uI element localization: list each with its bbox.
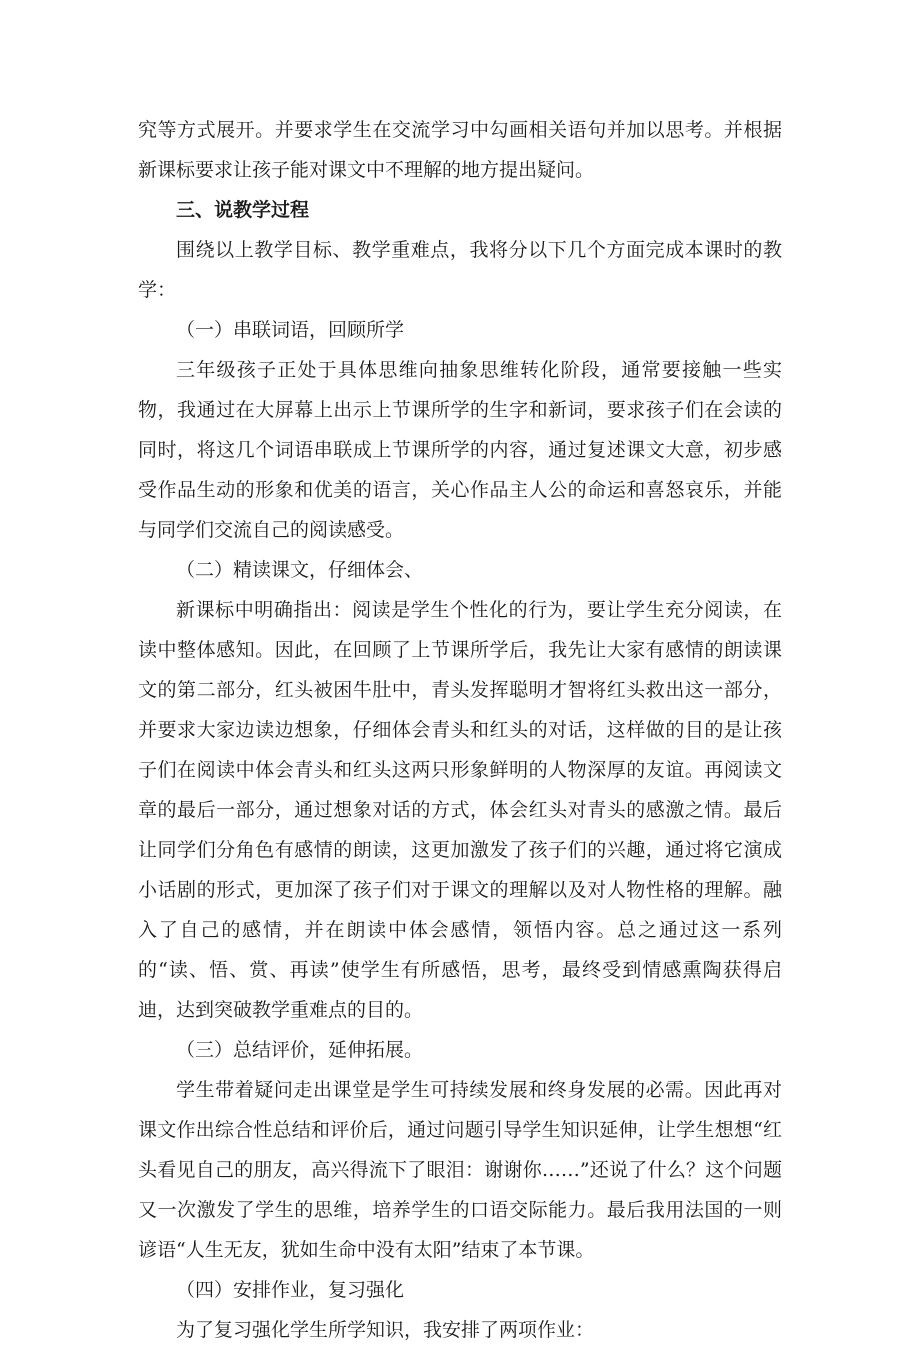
subheading-part-3: （三）总结评价，延伸拓展。: [176, 1039, 424, 1061]
paragraph-intro: 围绕以上教学目标、教学重难点，我将分以下几个方面完成本课时的教学：: [138, 239, 782, 301]
document-body: [138, 110, 782, 1350]
paragraph-part-1: 三年级孩子正处于具体思维向抽象思维转化阶段，通常要接触一些实物，我通过在大屏幕上出示上节课所学的生字和新词，要求孩子们在会读的同时，将这几个词语串联成上节课所学的内容，通过复述课文大意，初步感受作品生动的形象和优美的语言，关心作品主人公的命运和喜怒哀乐，并能与同学们交流自己的阅读感受。: [138, 359, 782, 541]
subheading-part-2: （二）精读课文，仔细体会、: [176, 559, 424, 581]
paragraph-continuation: 究等方式展开。并要求学生在交流学习中勾画相关语句并加以思考。并根据新课标要求让孩子能对课文中不理解的地方提出疑问。: [138, 119, 782, 181]
paragraph-part-3: 学生带着疑问走出课堂是学生可持续发展和终身发展的必需。因此再对课文作出综合性总结和评价后，通过问题引导学生知识延伸，让学生想想“红头看见自己的朋友，高兴得流下了眼泪：谢谢你……”还说了什么？这个问题又一次激发了学生的思维，培养学生的口语交际能力。最后我用法国的一则谚语“人生无友，犹如生命中没有太阳”结束了本节课。: [138, 1079, 782, 1261]
subheading-part-1: （一）串联词语，回顾所学: [176, 319, 405, 341]
section-heading-teaching-process: 三、说教学过程: [176, 199, 310, 221]
subheading-part-4: （四）安排作业，复习强化: [176, 1279, 405, 1301]
paragraph-part-2: 新课标中明确指出：阅读是学生个性化的行为，要让学生充分阅读，在读中整体感知。因此，在回顾了上节课所学后，我先让大家有感情的朗读课文的第二部分，红头被困牛肚中，青头发挥聪明才智将红头救出这一部分，并要求大家边读边想象，仔细体会青头和红头的对话，这样做的目的是让孩子们在阅读中体会青头和红头这两只形象鲜明的人物深厚的友谊。再阅读文章的最后一部分，通过想象对话的方式，体会红头对青头的感激之情。最后让同学们分角色有感情的朗读，这更加激发了孩子们的兴趣，通过将它演成小话剧的形式，更加深了孩子们对于课文的理解以及对人物性格的理解。融入了自己的感情，并在朗读中体会感情，领悟内容。总之通过这一系列的“读、悟、赏、再读”使学生有所感悟，思考，最终受到情感熏陶获得启迪，达到突破教学重难点的目的。: [138, 599, 782, 1021]
paragraph-part-4: 为了复习强化学生所学知识，我安排了两项作业：: [176, 1319, 595, 1341]
